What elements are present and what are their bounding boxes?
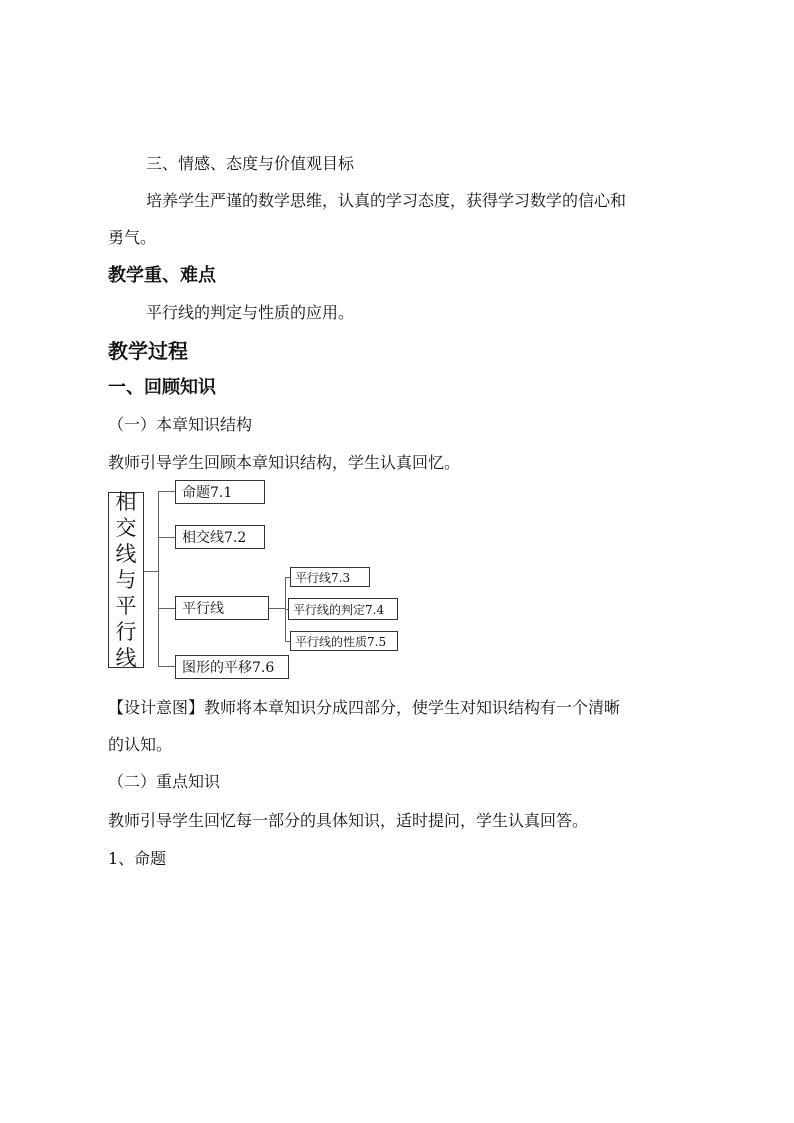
node-intersecting-lines: 相交线7.2 [175,525,265,549]
root-char: 线 [115,542,137,566]
root-char: 相 [115,490,137,514]
node-proposition: 命题7.1 [175,480,265,504]
process-heading: 教学过程 [108,339,188,363]
structure-heading: （一）本章知识结构 [108,415,253,434]
root-char: 平 [115,594,137,618]
node-parallel-properties: 平行线的性质7.5 [290,631,398,651]
node-translation: 图形的平移7.6 [175,655,289,679]
connector [144,571,159,572]
design-intent-line1: 【设计意图】教师将本章知识分成四部分，使学生对知识结构有一个清晰 [108,698,621,717]
connector [269,608,286,609]
key-points-body: 平行线的判定与性质的应用。 [146,303,355,322]
item-proposition: 1、命题 [108,849,167,868]
connector [158,491,175,492]
key-knowledge-heading: （二）重点知识 [108,772,221,791]
connector [158,666,175,667]
section3-body-line2: 勇气。 [108,228,157,247]
key-points-heading: 教学重、难点 [108,265,216,286]
structure-intro: 教师引导学生回顾本章知识结构，学生认真回忆。 [108,453,461,472]
node-parallel-7-3: 平行线7.3 [290,567,370,587]
section3-heading: 三、情感、态度与价值观目标 [146,154,355,173]
review-heading: 一、回顾知识 [108,377,216,398]
connector [158,491,159,666]
connector [158,608,175,609]
root-char: 与 [115,568,137,592]
diagram-root [108,492,144,668]
section3-body-line1: 培养学生严谨的数学思维，认真的学习态度，获得学习数学的信心和 [146,191,627,210]
connector [158,537,175,538]
node-parallel-lines: 平行线 [175,596,269,620]
root-char: 线 [115,646,137,670]
root-char: 行 [115,620,137,644]
design-intent-line2: 的认知。 [108,735,173,754]
key-knowledge-body: 教师引导学生回忆每一部分的具体知识，适时提问，学生认真回答。 [108,811,589,830]
node-parallel-criteria: 平行线的判定7.4 [288,598,398,620]
root-char: 交 [115,516,137,540]
